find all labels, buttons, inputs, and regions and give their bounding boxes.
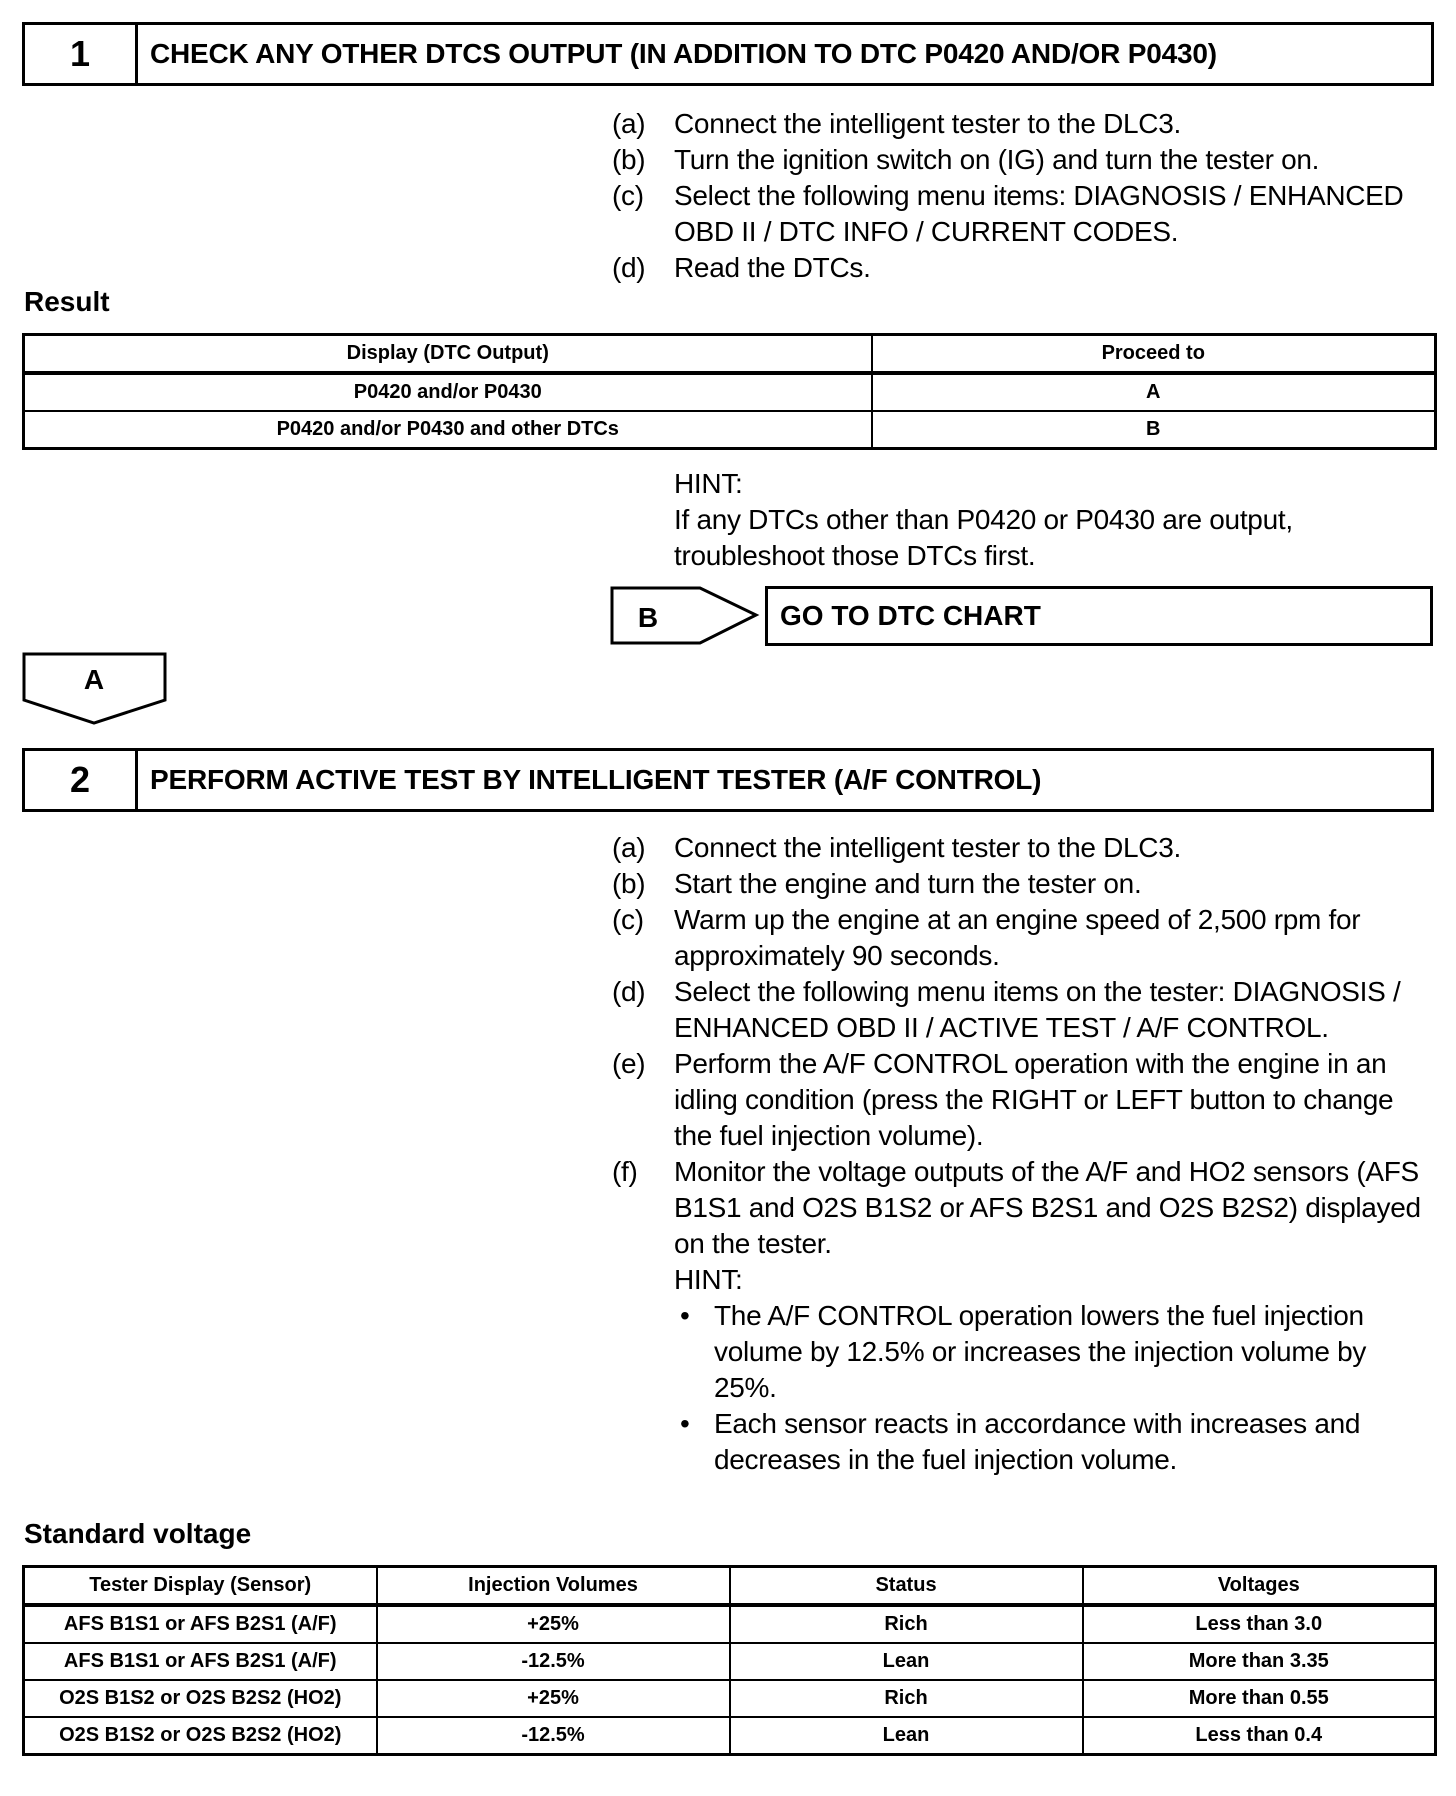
table-cell: Rich [730, 1680, 1083, 1717]
step-2-header [22, 748, 1434, 812]
table-cell: AFS B1S1 or AFS B2S1 (A/F) [24, 1605, 377, 1643]
table-header-cell: Proceed to [872, 335, 1436, 374]
hint-text: If any DTCs other than P0420 or P0430 are output, troubleshoot those DTCs first. [674, 504, 1293, 571]
bullet-icon: • [680, 1408, 690, 1439]
instruction-item: (d) Select the following menu items on the tester: DIAGNOSIS / ENHANCED OBD II / ACTIVE TEST / A/F CONTROL. [612, 976, 1401, 1043]
step-1-hint [674, 466, 1414, 574]
table-header-cell: Tester Display (Sensor) [24, 1567, 377, 1606]
table-header-cell: Display (DTC Output) [24, 335, 872, 374]
table-cell: Lean [730, 1717, 1083, 1755]
step-1-instructions [612, 106, 1432, 286]
step-2-title: PERFORM ACTIVE TEST BY INTELLIGENT TESTER (A/F CONTROL) [150, 764, 1042, 795]
table-cell: Less than 3.0 [1083, 1605, 1436, 1643]
instruction-item: (b) Turn the ignition switch on (IG) and turn the tester on. [612, 144, 1320, 175]
instruction-item: (e) Perform the A/F CONTROL operation with the engine in an idling condition (press the RIGHT or LEFT button to change the fuel injection volume). [612, 1048, 1394, 1151]
table-row [24, 373, 1436, 411]
table-row [24, 411, 1436, 449]
result-table [22, 333, 1437, 450]
table-cell: P0420 and/or P0430 and other DTCs [24, 411, 872, 449]
instruction-item: (d) Read the DTCs. [612, 252, 871, 283]
instruction-item: (c) Select the following menu items: DIAGNOSIS / ENHANCED OBD II / DTC INFO / CURRENT CODES. [612, 180, 1404, 247]
standard-voltage-table [22, 1565, 1437, 1756]
table-cell: -12.5% [377, 1643, 730, 1680]
step-2-number: 2 [25, 751, 138, 809]
table-header-cell: Voltages [1083, 1567, 1436, 1606]
result-heading: Result [24, 286, 110, 317]
goto-b-label: B [637, 602, 659, 633]
table-cell: O2S B1S2 or O2S B2S2 (HO2) [24, 1717, 377, 1755]
instruction-item: (f) Monitor the voltage outputs of the A/F and HO2 sensors (AFS B1S1 and O2S B1S2 or AFS B2S1 and O2S B2S2) displayed on the tester. [612, 1156, 1421, 1259]
table-row [24, 1717, 1436, 1755]
step-2-instructions [612, 830, 1432, 1478]
instruction-item: (a) Connect the intelligent tester to the DLC3. [612, 108, 1181, 139]
table-row [24, 1605, 1436, 1643]
step-1-header [22, 22, 1434, 86]
table-header-row [24, 335, 1436, 374]
hint-bullet: • The A/F CONTROL operation lowers the fuel injection volume by 12.5% or increases the injection volume by 25%. [674, 1298, 1432, 1406]
table-cell: Less than 0.4 [1083, 1717, 1436, 1755]
table-cell: Lean [730, 1643, 1083, 1680]
hint-label: HINT: [674, 468, 743, 499]
table-cell: B [872, 411, 1436, 449]
step-1-number: 1 [25, 25, 138, 83]
table-cell: More than 0.55 [1083, 1680, 1436, 1717]
table-cell: -12.5% [377, 1717, 730, 1755]
table-cell: +25% [377, 1680, 730, 1717]
table-row [24, 1680, 1436, 1717]
table-row [24, 1643, 1436, 1680]
continue-a-label: A [83, 664, 105, 695]
step-1-title: CHECK ANY OTHER DTCS OUTPUT (IN ADDITION TO DTC P0420 AND/OR P0430) [150, 38, 1217, 69]
table-header-row [24, 1567, 1436, 1606]
instruction-item: (c) Warm up the engine at an engine speed of 2,500 rpm for approximately 90 seconds. [612, 904, 1361, 971]
table-cell: Rich [730, 1605, 1083, 1643]
table-cell: P0420 and/or P0430 [24, 373, 872, 411]
hint-bullet: • Each sensor reacts in accordance with increases and decreases in the fuel injection volume. [674, 1406, 1432, 1478]
continue-a-arrow[interactable] [22, 652, 168, 726]
bullet-icon: • [680, 1300, 690, 1331]
table-cell: +25% [377, 1605, 730, 1643]
table-header-cell: Status [730, 1567, 1083, 1606]
instruction-item: (a) Connect the intelligent tester to the DLC3. [612, 832, 1181, 863]
table-cell: O2S B1S2 or O2S B2S2 (HO2) [24, 1680, 377, 1717]
standard-voltage-heading: Standard voltage [24, 1518, 252, 1549]
hint-label: HINT: [674, 1264, 743, 1295]
table-cell: A [872, 373, 1436, 411]
table-header-cell: Injection Volumes [377, 1567, 730, 1606]
goto-dtc-chart-box[interactable]: GO TO DTC CHART [765, 586, 1433, 646]
goto-b-arrow[interactable] [610, 586, 760, 646]
table-cell: AFS B1S1 or AFS B2S1 (A/F) [24, 1643, 377, 1680]
table-cell: More than 3.35 [1083, 1643, 1436, 1680]
hint-block [612, 1262, 1432, 1478]
instruction-item: (b) Start the engine and turn the tester on. [612, 868, 1142, 899]
